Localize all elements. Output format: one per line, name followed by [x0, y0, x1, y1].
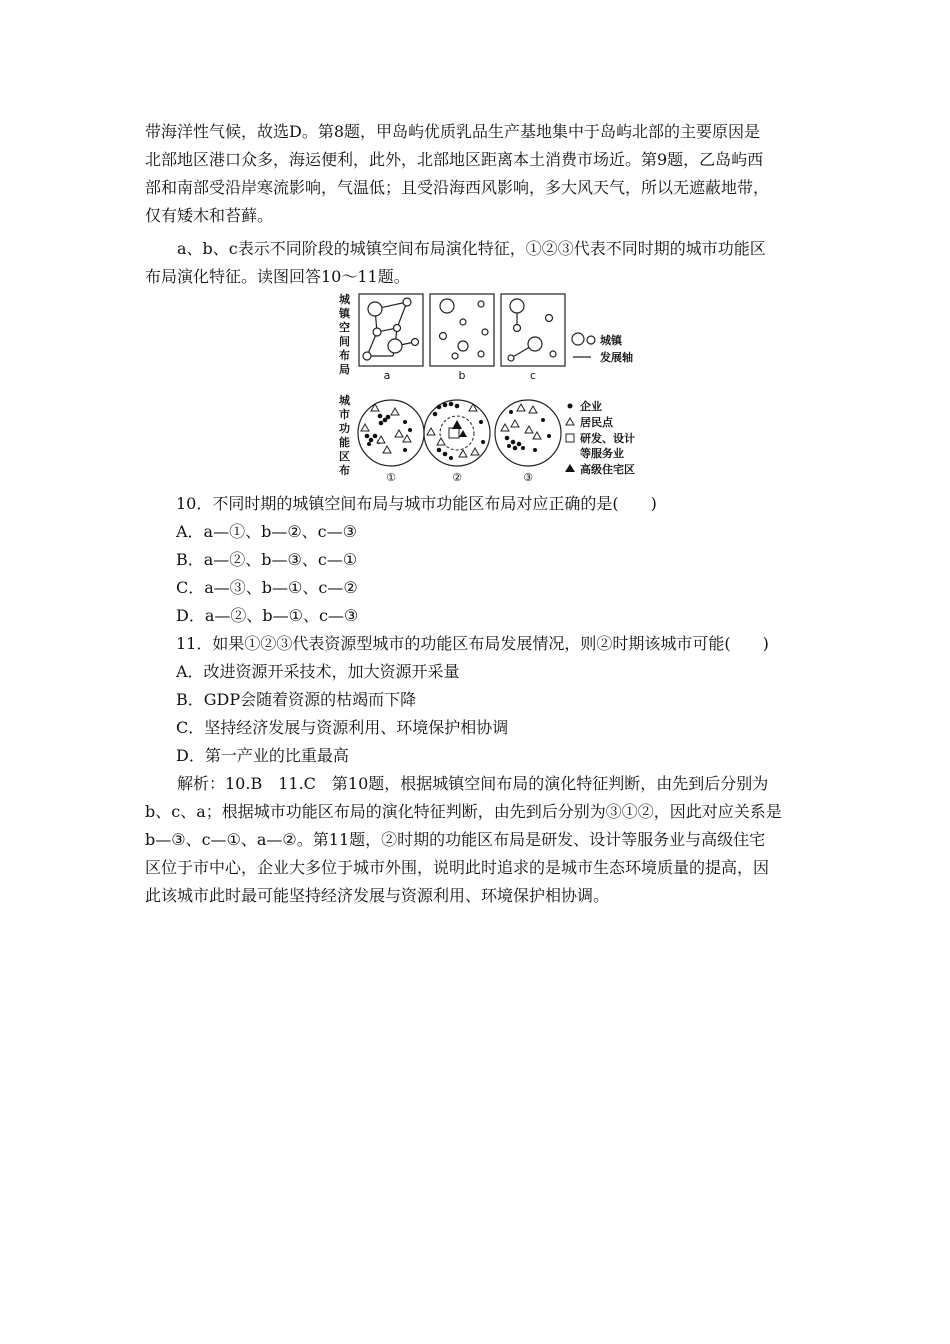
panel-b [430, 294, 494, 366]
intro-line-2: 北部地区港口众多，海运便利，此外，北部地区距离本土消费市场近。第9题，乙岛屿西 [145, 150, 764, 169]
legend-town-large-icon [572, 333, 584, 345]
row1-label-char-3: 空 [339, 321, 350, 334]
analysis-line-3: b—③、c—①、a—②。第11题，②时期的功能区布局是研发、设计等服务业与高级住宅 [145, 830, 766, 849]
legend-highend-housing-icon [565, 464, 575, 472]
legend-service-label-1: 研发、设计 [580, 432, 635, 445]
q10-stem: 10．不同时期的城镇空间布局与城市功能区布局对应正确的是( ) [176, 494, 657, 513]
legend-service-icon [566, 434, 574, 442]
row2-label-char-1: 城 [339, 394, 350, 407]
panel-1-boundary [358, 400, 424, 466]
analysis-line-5: 此该城市此时最可能坚持经济发展与资源利用、环境保护相协调。 [145, 886, 610, 905]
panel-3-label: ③ [523, 471, 533, 482]
intro-line-3: 部和南部受沿岸寒流影响，气温低；且受沿海西风影响，多大风天气，所以无遮蔽地带， [145, 178, 770, 197]
row2-label-char-5: 区 [339, 450, 350, 463]
legend-residential-icon [566, 418, 574, 425]
legend-axis-label: 发展轴 [600, 351, 633, 364]
prompt-line-2: 布局演化特征。读图回答10～11题。 [145, 267, 410, 286]
panel-1 [358, 400, 424, 466]
analysis-line-2: b、c、a；根据城市功能区布局的演化特征判断，由先到后分别为③①②，因此对应关系是 [145, 802, 782, 821]
q10-option-a: A．a—①、b—②、c—③ [176, 522, 357, 541]
legend-town-small-icon [587, 336, 595, 344]
q10-option-c: C．a—③、b—①、c—② [176, 578, 358, 597]
legend-enterprise-label: 企业 [580, 400, 602, 413]
panel-1-label: ① [386, 471, 396, 482]
q11-option-a: A．改进资源开采技术，加大资源开采量 [176, 662, 460, 681]
q11-option-c: C．坚持经济发展与资源利用、环境保护相协调 [176, 718, 509, 737]
row2-label-char-3: 功 [339, 422, 350, 435]
prompt-line-1: a、b、c表示不同阶段的城镇空间布局演化特征，①②③代表不同时期的城市功能区 [177, 239, 766, 258]
row1-label-char-6: 局 [339, 363, 350, 376]
panel-c-label: c [529, 369, 537, 382]
panel-a [359, 294, 423, 366]
panel-a-label: a [383, 369, 391, 382]
intro-line-1: 带海洋性气候，故选D。第8题，甲岛屿优质乳品生产基地集中于岛屿北部的主要原因是 [145, 122, 761, 141]
q11-option-d: D．第一产业的比重最高 [176, 746, 349, 765]
row2-label-char-6: 布 [339, 464, 350, 477]
legend-highend-housing-label: 高级住宅区 [580, 463, 635, 476]
row2-label-char-2: 市 [339, 408, 350, 421]
legend-towns [572, 333, 633, 364]
row1-label-char-1: 城 [339, 293, 350, 306]
row1-label-char-4: 间 [339, 335, 350, 348]
urban-layout-figure [335, 292, 655, 482]
legend-service-label-2: 等服务业 [580, 447, 624, 460]
legend-residential-label: 居民点 [580, 416, 613, 429]
intro-line-4: 仅有矮木和苔藓。 [145, 206, 274, 225]
panel-2-label: ② [452, 471, 462, 482]
legend-functions [565, 399, 635, 476]
row2-vertical-label [339, 394, 351, 477]
row1-label-char-2: 镇 [339, 307, 350, 320]
row1-vertical-label [339, 293, 351, 376]
figure-svg [335, 292, 655, 482]
row2-label-char-4: 能 [339, 436, 350, 449]
analysis-line-1: 解析：10.B 11.C 第10题，根据城镇空间布局的演化特征判断，由先到后分别为 [177, 774, 769, 793]
panel-b-label: b [458, 369, 466, 382]
q11-stem: 11．如果①②③代表资源型城市的功能区布局发展情况，则②时期该城市可能( ) [176, 634, 769, 653]
analysis-line-4: 区位于市中心，企业大多位于城市外围，说明此时追求的是城市生态环境质量的提高，因 [145, 858, 770, 877]
q11-option-b: B．GDP会随着资源的枯竭而下降 [176, 690, 417, 709]
panel-2 [424, 400, 490, 466]
q10-option-d: D．a—②、b—①、c—③ [176, 606, 359, 625]
q10-option-b: B．a—②、b—③、c—① [176, 550, 358, 569]
panel-c [501, 294, 565, 366]
legend-town-label: 城镇 [600, 334, 622, 347]
panel-3 [495, 400, 561, 466]
legend-enterprise-icon [568, 404, 573, 409]
row1-label-char-5: 布 [339, 349, 350, 362]
